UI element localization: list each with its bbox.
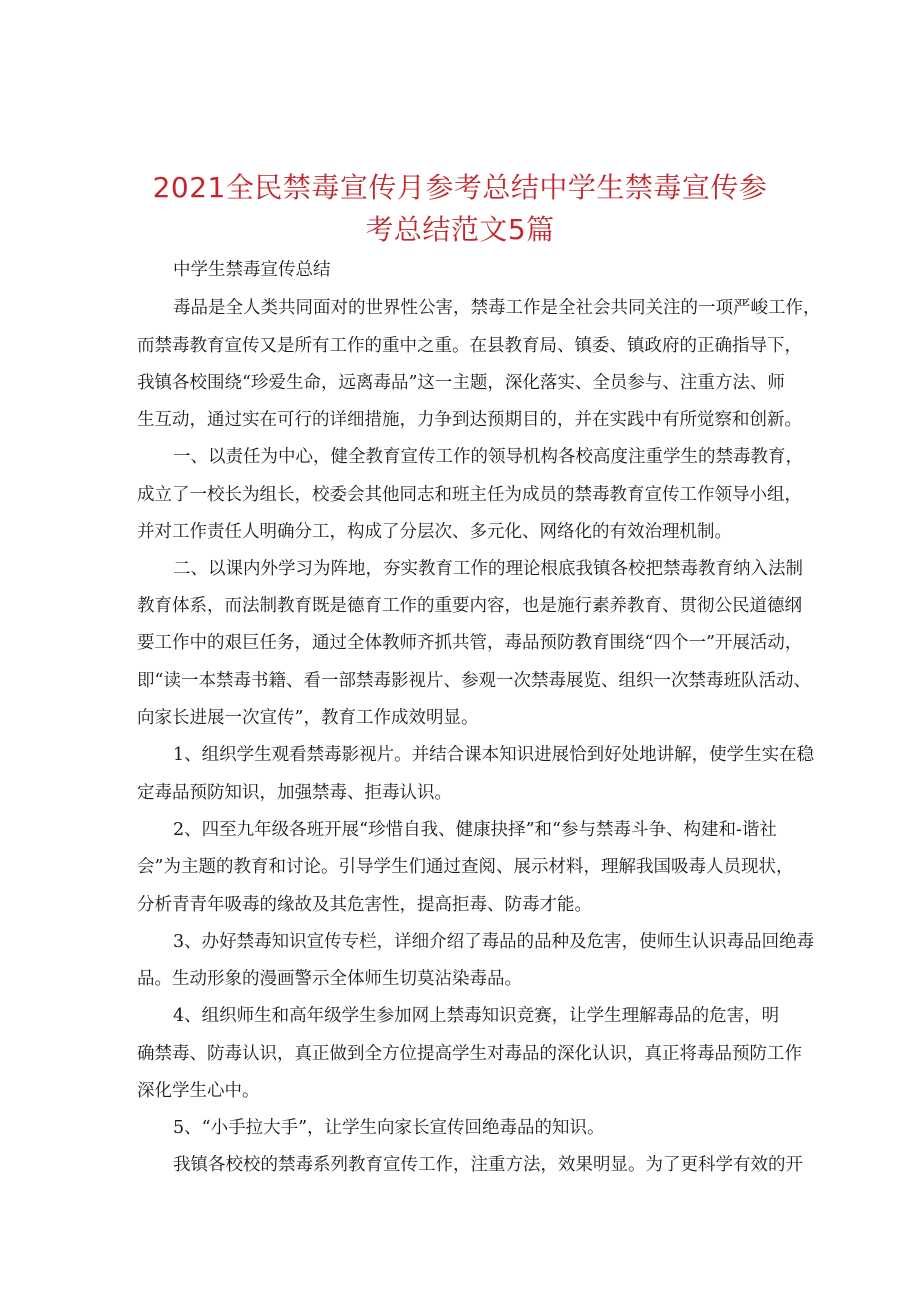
- paragraph-line: 二、以课内外学习为阵地，夯实教育工作的理论根底我镇各校把禁毒教育纳入法制: [173, 559, 803, 579]
- paragraph-line: 深化学生心中。: [137, 1081, 260, 1101]
- paragraph-line: 我镇各校校的禁毒系列教育宣传工作，注重方法，效果明显。为了更科学有效的开: [173, 1155, 803, 1175]
- document-title-line-2: 考总结范文5篇: [365, 213, 555, 246]
- section-heading: 中学生禁毒宣传总结: [173, 260, 331, 280]
- paragraph-line: 生互动，通过实在可行的详细措施，力争到达预期目的，并在实践中有所觉察和创新。: [137, 410, 802, 430]
- paragraph-line: 会”为主题的教育和讨论。引导学生们通过查阅、展示材料，理解我国吸毒人员现状，: [137, 857, 794, 877]
- paragraph-line: 1、组织学生观看禁毒影视片。并结合课本知识进展恰到好处地讲解，使学生实在稳: [173, 745, 815, 765]
- paragraph-line: 一、以责任为中心，健全教育宣传工作的领导机构各校高度注重学生的禁毒教育，: [173, 447, 803, 467]
- paragraph-line: 并对工作责任人明确分工，构成了分层次、多元化、网络化的有效治理机制。: [137, 522, 732, 542]
- paragraph-line: 确禁毒、防毒认识，真正做到全方位提高学生对毒品的深化认识，真正将毒品预防工作: [137, 1044, 802, 1064]
- paragraph-line: 品。生动形象的漫画警示全体师生切莫沾染毒品。: [137, 969, 522, 989]
- paragraph-line: 教育体系，而法制教育既是德育工作的重要内容，也是施行素养教育、贯彻公民道德纲: [137, 596, 802, 616]
- paragraph-line: 我镇各校围绕“珍爱生命，远离毒品”这一主题，深化落实、全员参与、注重方法、师: [137, 373, 785, 393]
- paragraph-line: 4、组织师生和高年级学生参加网上禁毒知识竞赛，让学生理解毒品的危害，明: [173, 1006, 780, 1026]
- paragraph-line: 即“读一本禁毒书籍、看一部禁毒影视片、参观一次禁毒展览、组织一次禁毒班队活动、: [137, 671, 811, 691]
- paragraph-line: 分析青青年吸毒的缘故及其危害性，提高拒毒、防毒才能。: [137, 895, 592, 915]
- paragraph-line: 而禁毒教育宣传又是所有工作的重中之重。在县教育局、镇委、镇政府的正确指导下，: [137, 336, 802, 356]
- paragraph-line: 定毒品预防知识，加强禁毒、拒毒认识。: [137, 783, 452, 803]
- paragraph-line: 向家长进展一次宣传”，教育工作成效明显。: [137, 708, 479, 728]
- paragraph-line: 要工作中的艰巨任务，通过全体教师齐抓共管，毒品预防教育围绕“四个一”开展活动，: [137, 633, 803, 653]
- paragraph-line: 成立了一校长为组长，校委会其他同志和班主任为成员的禁毒教育宣传工作领导小组，: [137, 485, 802, 505]
- document-title-line-1: 2021全民禁毒宣传月参考总结中学生禁毒宣传参: [152, 171, 768, 204]
- paragraph-line: 3、办好禁毒知识宣传专栏，详细介绍了毒品的品种及危害，使师生认识毒品回绝毒: [173, 932, 815, 952]
- paragraph-line: 毒品是全人类共同面对的世界性公害，禁毒工作是全社会共同关注的一项严峻工作，: [173, 298, 821, 318]
- paragraph-line: 2、四至九年级各班开展“珍惜自我、健康抉择”和“参与禁毒斗争、构建和-谐社: [173, 820, 777, 840]
- paragraph-line: 5、“小手拉大手”，让学生向家长宣传回绝毒品的知识。: [173, 1118, 605, 1138]
